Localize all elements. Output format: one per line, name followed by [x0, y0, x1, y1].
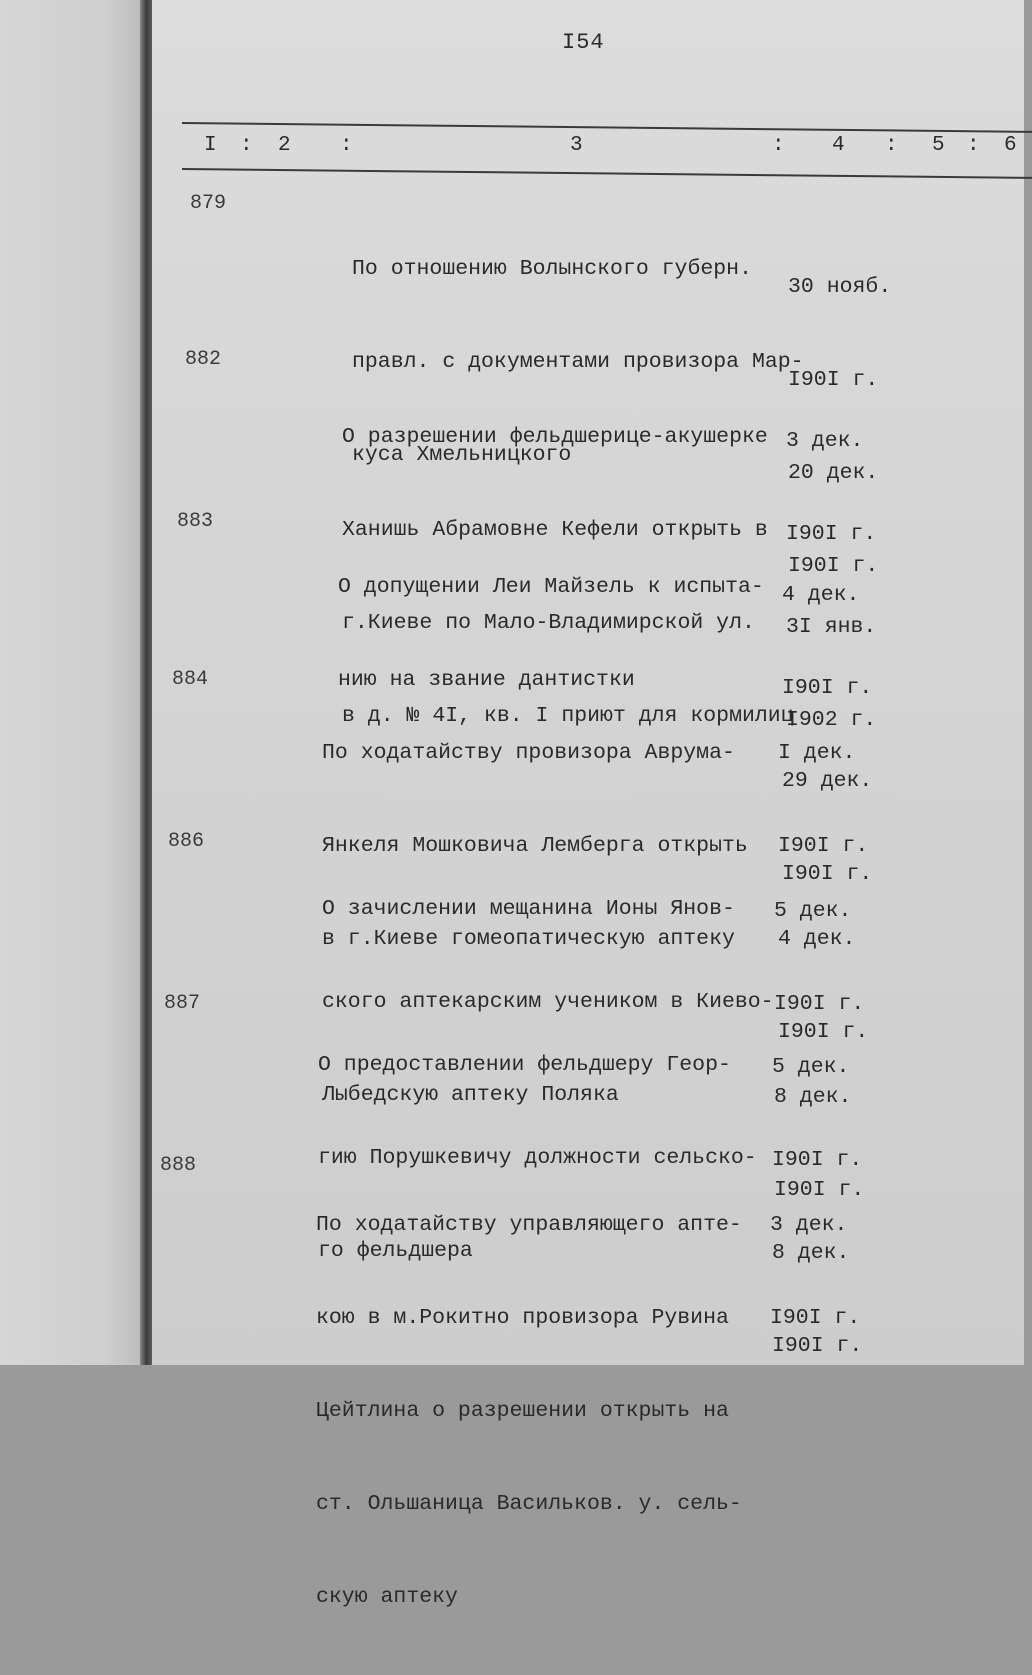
date-end: 8 дек.: [772, 1241, 850, 1265]
entry-number: 888: [160, 1154, 197, 1177]
date-start-year: I90I г.: [770, 1306, 861, 1330]
date-start: 5 дек.: [772, 1055, 850, 1079]
entry-number: 883: [177, 510, 214, 533]
entry-text-line: По ходатайству провизора Аврума-: [322, 741, 735, 765]
header-bottom-rule: [182, 168, 1032, 179]
entry-text-line: ст. Ольшаница Васильков. у. сель-: [316, 1492, 742, 1516]
date-end: 3I янв.: [786, 615, 877, 639]
page-number: I54: [562, 30, 605, 55]
date-start-year: I90I г.: [782, 676, 873, 700]
date-start: 5 дек.: [774, 899, 852, 923]
date-end-year: I90I г.: [772, 1334, 863, 1358]
date-start-year: I90I г.: [774, 992, 865, 1016]
entry-text-line: По отношению Волынского губерн.: [352, 257, 752, 281]
date-start: 3 дек.: [786, 429, 864, 453]
column-header-1: I: [204, 134, 217, 157]
entry-text-line: Ханишь Абрамовне Кефели открыть в: [342, 518, 768, 542]
entry-text-line: О зачислении мещанина Ионы Янов-: [322, 897, 735, 921]
entry-text-line: О допущении Леи Майзель к испыта-: [338, 575, 764, 599]
date-start-year: I90I г.: [786, 522, 877, 546]
column-header-4: 4: [832, 134, 845, 157]
date-start: I дек.: [778, 741, 856, 765]
facing-page: [0, 0, 150, 1365]
date-end: 4 дек.: [778, 927, 856, 951]
date-end-year: I90I г.: [778, 1020, 869, 1044]
date-start-year: I90I г.: [778, 834, 869, 858]
entry-number: 886: [168, 830, 205, 853]
column-header-3: 3: [570, 134, 583, 157]
entry-text-line: г.Киеве по Мало-Владимирской ул.: [342, 611, 755, 635]
entry-text-line: Цейтлина о разрешении открыть на: [316, 1399, 729, 1423]
entry-text-line: гию Порушкевичу должности сельско-: [318, 1146, 757, 1170]
date-end-year: I90I г.: [788, 554, 879, 578]
entry-text-line: О разрешении фельдшерице-акушерке: [342, 425, 768, 449]
column-header-2: 2: [278, 134, 291, 157]
date-end: 20 дек.: [788, 461, 879, 485]
date-end: 8 дек.: [774, 1085, 852, 1109]
entry-text-line: Лыбедскую аптеку Поляка: [322, 1083, 619, 1107]
entry-text-line: Янкеля Мошковича Лемберга открыть: [322, 834, 748, 858]
entry-text-line: в д. № 4I, кв. I приют для кормилиц: [342, 704, 794, 728]
entry-text-line: куса Хмельницкого: [352, 443, 572, 467]
entry-text-line: скую аптеку: [316, 1585, 458, 1609]
column-header-6: 6: [1004, 134, 1017, 157]
entry-text-line: нию на звание дантистки: [338, 668, 635, 692]
column-separator: :: [885, 134, 898, 157]
date-start: 3 дек.: [770, 1213, 848, 1237]
date-start: 4 дек.: [782, 583, 860, 607]
column-separator: :: [240, 134, 253, 157]
entry-text-line: ского аптекарским учеником в Киево-: [322, 990, 774, 1014]
entry-text-line: правл. с документами провизора Мар-: [352, 350, 804, 374]
date-end-year: I902 г.: [786, 708, 877, 732]
column-separator: :: [772, 134, 785, 157]
header-top-rule: [182, 122, 1032, 133]
entry-text-line: По ходатайству управляющего апте-: [316, 1213, 742, 1237]
entry-description: [316, 1148, 742, 1675]
date-end: 29 дек.: [782, 769, 873, 793]
entry-number: 884: [172, 668, 209, 691]
column-header-5: 5: [932, 134, 945, 157]
date-end-year: I90I г.: [774, 1178, 865, 1202]
date-start-year: I90I г.: [772, 1148, 863, 1172]
entry-number: 882: [185, 348, 222, 371]
date-start: 30 нояб.: [788, 275, 892, 299]
entry-text-line: го фельдшера: [318, 1239, 473, 1263]
entry-dates: [770, 1148, 863, 1396]
entry-number: 879: [190, 192, 227, 215]
column-separator: :: [967, 134, 980, 157]
entry-text-line: кою в м.Рокитно провизора Рувина: [316, 1306, 729, 1330]
date-end-year: I90I г.: [782, 862, 873, 886]
entry-text-line: в г.Киеве гомеопатическую аптеку: [322, 927, 735, 951]
column-separator: :: [340, 134, 353, 157]
entry-text-line: О предоставлении фельдшеру Геор-: [318, 1053, 731, 1077]
document-page: [152, 0, 1024, 1609]
entry-number: 887: [164, 992, 201, 1015]
date-start-year: I90I г.: [788, 368, 879, 392]
